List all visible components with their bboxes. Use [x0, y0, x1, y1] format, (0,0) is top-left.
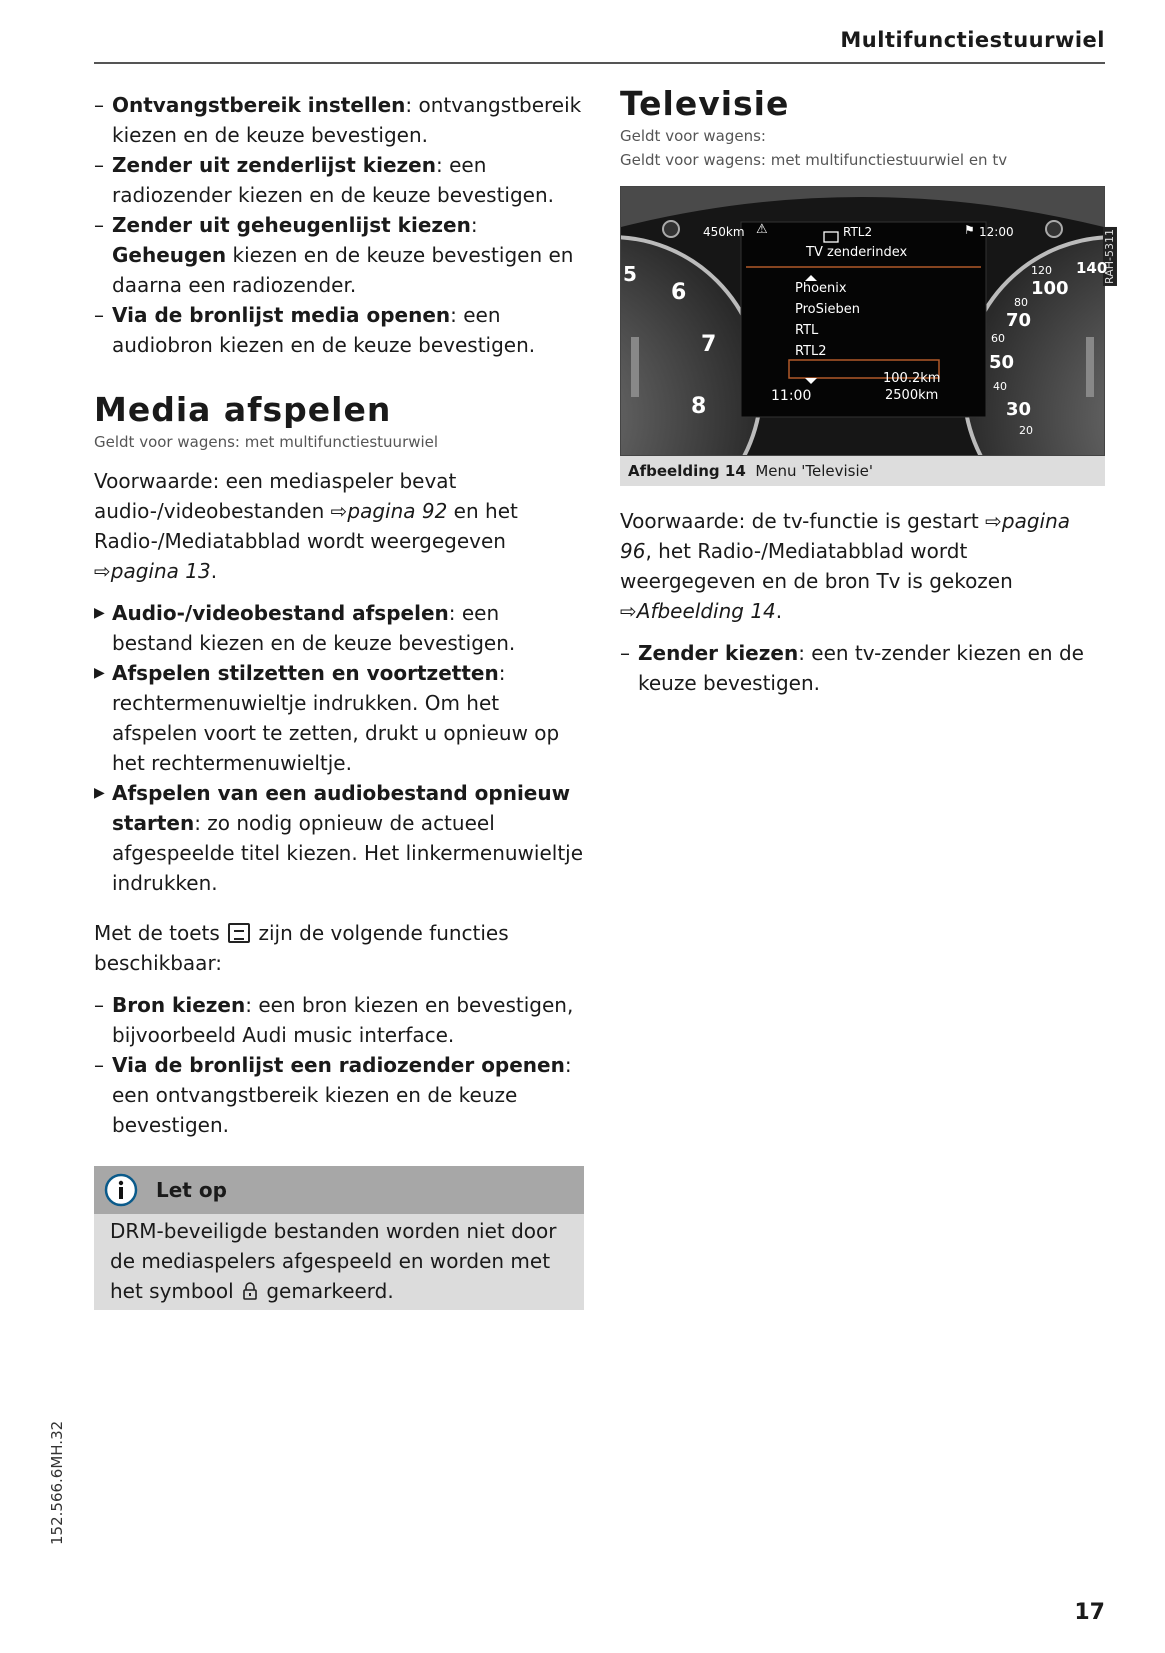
triangle-bullet-icon: ▶ — [94, 605, 105, 621]
arrow-icon: ⇨ — [94, 559, 111, 583]
arrow-icon: ⇨ — [985, 509, 1002, 533]
speed-tick: 70 — [1006, 310, 1032, 331]
running-header: Multifunctiestuurwiel — [840, 28, 1105, 52]
odometer-trip: 100.2km — [883, 371, 941, 386]
speed-tick: 80 — [1014, 296, 1028, 309]
figure-link[interactable]: Afbeelding 14 — [636, 599, 776, 623]
rpm-tick: 7 — [701, 332, 717, 357]
triangle-bullet-icon: ▶ — [94, 665, 105, 681]
prerequisite: Voorwaarde: de tv-functie is gestart ⇨pagina 96, het Radio-/Mediatabblad wordt weergegeven en de bron Tv is gekozen ⇨Afbeelding 14. — [620, 509, 1071, 623]
step-item: ▶ Afspelen stilzetten en voortzetten: rechtermenuwieltje indrukken. Om het afspelen voort te zetten, drukt u opnieuw op het rechtermenuwieltje. — [94, 658, 584, 778]
list-item: – Zender uit zenderlijst kiezen: een radiozender kiezen en de keuze bevestigen. — [94, 153, 555, 207]
channel-item[interactable]: ProSieben — [795, 302, 860, 317]
speed-tick: 50 — [989, 352, 1015, 373]
applies-note: Geldt voor wagens: — [620, 127, 766, 145]
page-number: 17 — [1074, 1600, 1105, 1625]
list-item: – Zender kiezen: een tv-zender kiezen en de keuze bevestigen. — [620, 641, 1084, 695]
speed-tick: 140 — [1076, 259, 1108, 277]
arrow-icon: ⇨ — [330, 499, 348, 523]
list-item: – Bron kiezen: een bron kiezen en bevestigen, bijvoorbeeld Audi music interface. — [94, 993, 574, 1047]
section-heading-media: Media afspelen — [94, 390, 392, 429]
channel-item[interactable]: RTL — [795, 323, 819, 338]
info-icon — [104, 1173, 138, 1207]
step-item: ▶ Audio-/videobestand afspelen: een bestand kiezen en de keuze bevestigen. — [94, 598, 584, 658]
list-item: – Via de bronlijst een radiozender openen: een ontvangstbereik kiezen en de keuze bevestigen. — [94, 1053, 572, 1137]
clock-readout: 12:00 — [979, 225, 1014, 239]
note-box — [94, 1166, 584, 1310]
channel-item[interactable]: Phoenix — [795, 281, 847, 296]
speed-tick: 60 — [991, 332, 1005, 345]
page-link[interactable]: pagina 92 — [347, 499, 448, 523]
note-header — [94, 1166, 584, 1214]
header-rule — [94, 62, 1105, 64]
toets-paragraph: Met de toets zijn de volgende functies beschikbaar: — [94, 921, 509, 975]
menu-button-icon — [228, 923, 250, 943]
speed-tick: 40 — [993, 380, 1007, 393]
speed-tick: 20 — [1019, 424, 1033, 437]
section-heading-tv: Televisie — [620, 84, 790, 123]
applies-note: Geldt voor wagens: met multifunctiestuurwiel en tv — [620, 151, 1008, 169]
step-item: ▶ Afspelen van een audiobestand opnieuw starten: zo nodig opnieuw de actueel afgespeelde titel kiezen. Het linkermenuwieltje indrukken. — [94, 778, 584, 898]
rpm-tick: 6 — [671, 280, 687, 305]
speed-tick: 120 — [1031, 264, 1052, 277]
list-item: – Ontvangstbereik instellen: ontvangstbereik kiezen en de keuze bevestigen. — [94, 93, 582, 147]
range-readout: 450km — [703, 225, 745, 239]
lock-icon — [242, 1282, 258, 1300]
prerequisite: Voorwaarde: een mediaspeler bevat audio-/videobestanden ⇨pagina 92 en het Radio-/Mediatabblad wordt weergegeven ⇨pagina 13. — [94, 469, 518, 583]
warning-icon: ⚠ — [756, 222, 768, 237]
figure-caption: Afbeelding 14 Menu 'Televisie' — [620, 456, 1105, 486]
flag-icon: ⚑ — [964, 223, 975, 237]
note-title: Let op — [156, 1178, 227, 1202]
triangle-bullet-icon: ▶ — [94, 785, 105, 801]
right-column — [620, 84, 1116, 698]
channel-item-selected[interactable]: RTL2 — [795, 344, 827, 359]
speed-tick: 100 — [1031, 278, 1069, 299]
note-body: DRM-beveiligde bestanden worden niet door de mediaspelers afgespeeld en worden met het symbool gemarkeerd. — [110, 1219, 557, 1303]
arrow-icon: ⇨ — [620, 599, 637, 623]
list-item: – Zender uit geheugenlijst kiezen: Geheugen kiezen en de keuze bevestigen en daarna een radiozender. — [94, 213, 574, 297]
left-column — [94, 90, 584, 1310]
list-item: – Via de bronlijst media openen: een audiobron kiezen en de keuze bevestigen. — [94, 303, 536, 357]
time-readout: 11:00 — [771, 388, 812, 404]
channel-top: RTL2 — [843, 225, 873, 239]
rpm-tick: 8 — [691, 394, 707, 419]
figure-code: RAH-5311 — [1103, 229, 1116, 284]
tv-menu-figure — [620, 186, 1116, 456]
page-link[interactable]: pagina 13 — [110, 559, 211, 583]
menu-title: TV zenderindex — [806, 245, 908, 260]
applies-note: Geldt voor wagens: met multifunctiestuurwiel — [94, 433, 439, 451]
document-code: 152.566.6MH.32 — [48, 1420, 66, 1545]
odometer-total: 2500km — [885, 388, 939, 403]
rpm-tick: 5 — [623, 262, 637, 286]
page-link[interactable]: pagina 96 — [620, 509, 1071, 563]
speed-tick: 30 — [1006, 399, 1032, 420]
